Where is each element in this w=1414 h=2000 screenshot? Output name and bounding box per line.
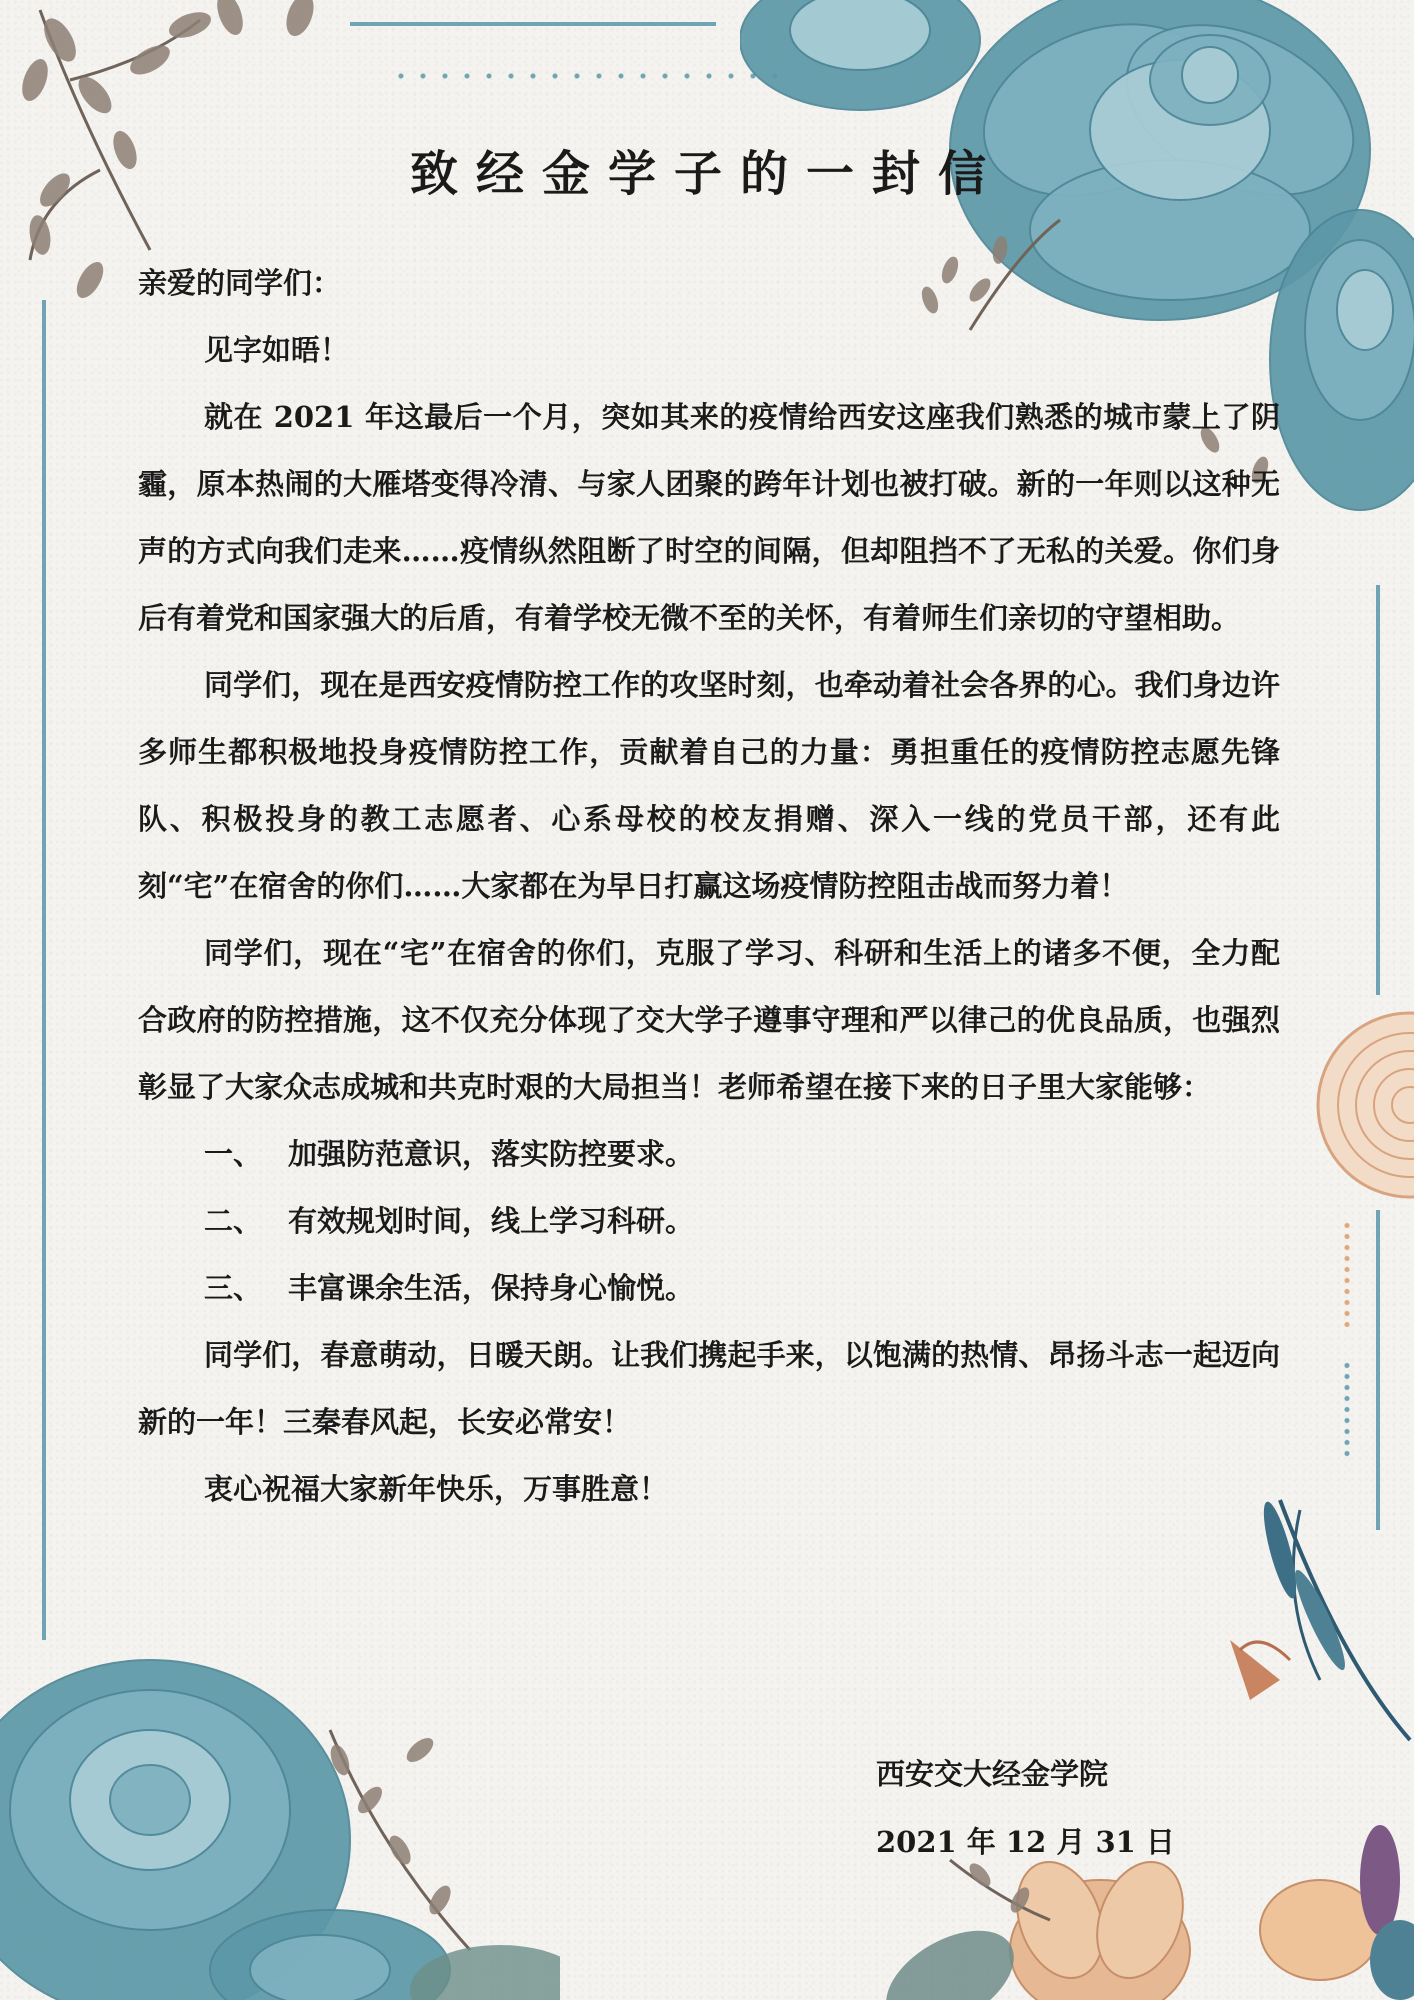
list-item-text: 丰富课余生活，保持身心愉悦。 <box>288 1271 695 1305</box>
closing-wish: 衷心祝福大家新年快乐，万事胜意！ <box>204 1472 669 1506</box>
paragraph-4: 同学们，现在“宅”在宿舍的你们，克服了学习、科研和生活上的诸多不便，全力配合政府的防控措施，这不仅充分体现了交大学子遵事守理和严以律己的优良品质，也强烈彰显了大家众志成城和共克时艰的大局担当！老师希望在接下来的日子里大家能够： <box>138 936 1280 1104</box>
list-item-text: 有效规划时间，线上学习科研。 <box>288 1204 695 1238</box>
left-border-line <box>42 300 46 1640</box>
top-divider-line <box>350 22 716 26</box>
list-item-number: 三、 <box>204 1271 263 1305</box>
signature-block <box>876 1740 1175 1876</box>
list-item <box>138 1255 1280 1322</box>
letter-body <box>138 250 1280 1523</box>
closing-paragraph: 同学们，春意萌动，日暖天朗。让我们携起手来，以饱满的热情、昂扬斗志一起迈向新的一年！三秦春风起，长安必常安！ <box>138 1338 1280 1439</box>
letter-date: 2021 年 12 月 31 日 <box>876 1825 1175 1859</box>
list-item <box>138 1188 1280 1255</box>
wood-slice-icon <box>1310 1010 1414 1200</box>
list-item-text: 加强防范意识，落实防控要求。 <box>288 1137 695 1171</box>
right-dotted-line-orange <box>1344 1220 1350 1330</box>
paragraph-3: 同学们，现在是西安疫情防控工作的攻坚时刻，也牵动着社会各界的心。我们身边许多师生都积极地投身疫情防控工作，贡献着自己的力量：勇担重任的疫情防控志愿先锋队、积极投身的教工志愿者、心系母校的校友捐赠、深入一线的党员干部，还有此刻“宅”在宿舍的你们……大家都在为早日打赢这场疫情防控阻击战而努力着！ <box>138 668 1280 903</box>
greeting: 亲爱的同学们： <box>138 266 342 300</box>
letter-title: 致经金学子的一封信 <box>409 146 1004 202</box>
right-dotted-line-blue <box>1344 1360 1350 1460</box>
top-dotted-line <box>390 73 790 79</box>
right-border-line-upper <box>1376 585 1380 995</box>
list-item <box>138 1121 1280 1188</box>
list-item-number: 二、 <box>204 1204 263 1238</box>
paragraph-2: 就在 2021 年这最后一个月，突如其来的疫情给西安这座我们熟悉的城市蒙上了阴霾，原本热闹的大雁塔变得冷清、与家人团聚的跨年计划也被打破。新的一年则以这种无声的方式向我们走来……疫情纵然阻断了时空的间隔，但却阻挡不了无私的关爱。你们身后有着党和国家强大的后盾，有着学校无微不至的关怀，有着师生们亲切的守望相助。 <box>138 400 1280 635</box>
list-item-number: 一、 <box>204 1137 263 1171</box>
paragraph-1: 见字如晤！ <box>204 333 350 367</box>
succulent-bottom-left-icon <box>0 1650 560 2000</box>
sender-name: 西安交大经金学院 <box>876 1757 1109 1791</box>
